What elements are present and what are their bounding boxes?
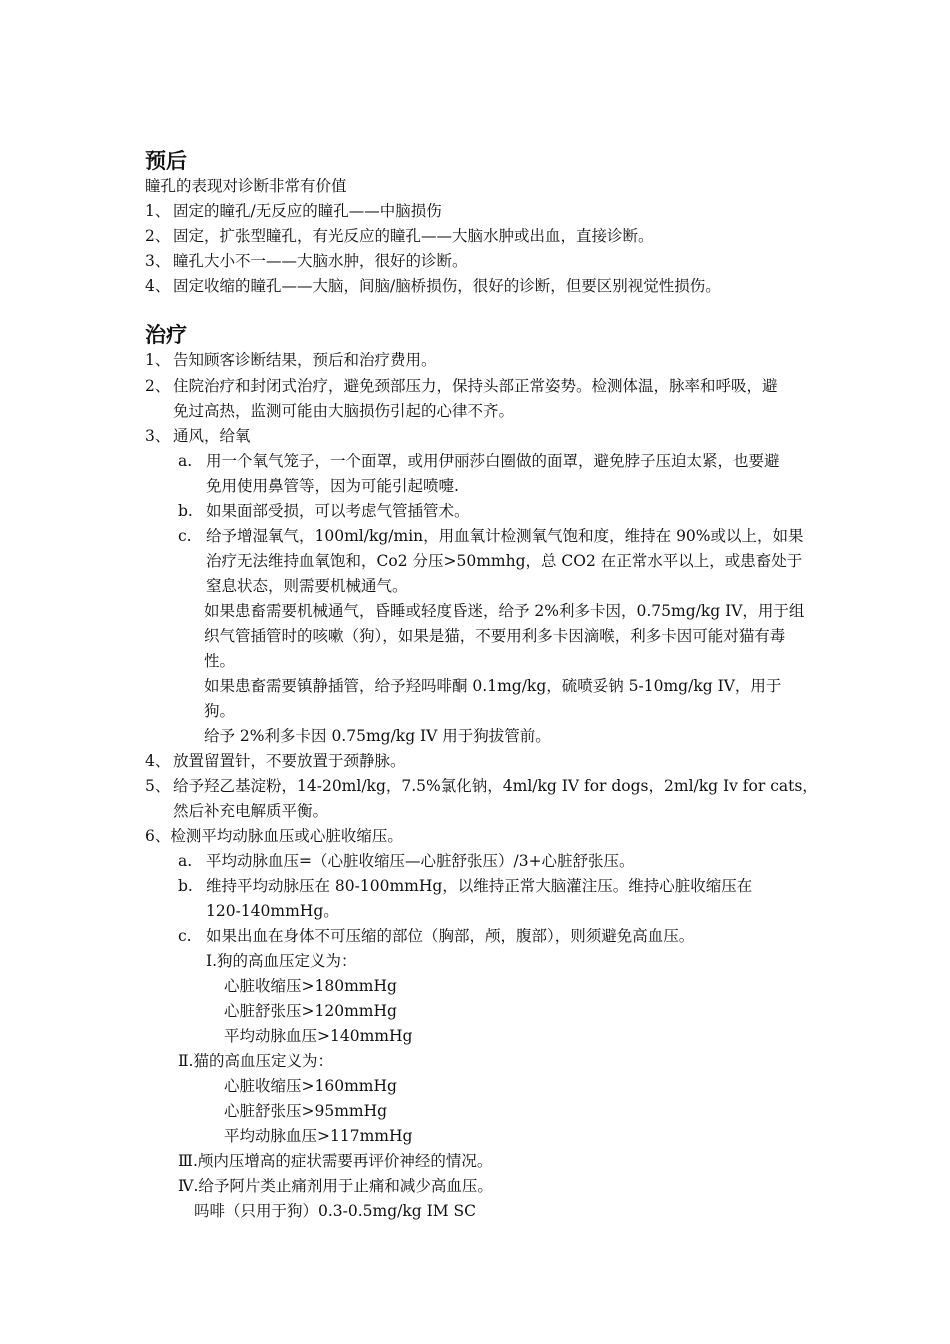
list-item: 住院治疗和封闭式治疗，避免颈部压力，保持头部正常姿势。检测体温，脉率和呼吸，避 — [173, 377, 778, 395]
cat-mean-pressure: 平均动脉血压>117mmHg — [224, 1127, 413, 1145]
list-number: 2、 — [145, 377, 171, 395]
sublist-item: 平均动脉血压=（心脏收缩压—心脏舒张压）/3+心脏舒张压。 — [206, 852, 635, 870]
sublist-item-continued: 窒息状态，则需要机械通气。 — [206, 577, 408, 595]
list-item: 给予羟乙基淀粉，14-20ml/kg，7.5%氯化钠，4ml/kg IV for dogs，2ml/kg Iv for cats， — [173, 777, 818, 795]
sublist-item: 如果面部受损，可以考虑气管插管术。 — [206, 502, 470, 520]
sublist-item-continued: 120-140mmHg。 — [206, 902, 339, 920]
paragraph-line: 吗啡（只用于狗）0.3-0.5mg/kg IM SC — [194, 1202, 477, 1220]
sublist-label: c. — [178, 527, 192, 545]
sublist-item-continued: 治疗无法维持血氧饱和，Co2 分压>50mmhg，总 CO2 在正常水平以上，或患畜处于 — [206, 552, 803, 570]
list-item: 放置留置针，不要放置于颈静脉。 — [173, 752, 406, 770]
paragraph-line: 如果患畜需要镇静插管，给予羟吗啡酮 0.1mg/kg，硫喷妥钠 5-10mg/kg IV，用于 — [204, 677, 782, 695]
list-number: 3、 — [145, 252, 171, 270]
sublist-item: 维持平均动脉压在 80-100mmHg，以维持正常大脑灌注压。维持心脏收缩压在 — [206, 877, 753, 895]
sublist-item: 用一个氧气笼子，一个面罩，或用伊丽莎白圈做的面罩，避免脖子压迫太紧，也要避 — [206, 452, 780, 470]
list-number: 3、 — [145, 427, 171, 445]
sublist-label: c. — [178, 927, 192, 945]
paragraph-line: 性。 — [204, 652, 236, 670]
paragraph-line: 狗。 — [204, 702, 236, 720]
paragraph-line: 给予 2%利多卡因 0.75mg/kg IV 用于狗拔管前。 — [204, 727, 551, 745]
sublist-label: a. — [178, 452, 193, 470]
list-number: 4、 — [145, 752, 171, 770]
list-item: 瞳孔大小不一——大脑水肿，很好的诊断。 — [173, 252, 468, 270]
cat-systolic: 心脏收缩压>160mmHg — [224, 1077, 397, 1095]
prognosis-heading: 预后 — [145, 149, 187, 173]
list-number: 5、 — [145, 777, 171, 795]
list-number: 4、 — [145, 277, 171, 295]
prognosis-intro: 瞳孔的表现对诊断非常有价值 — [145, 177, 347, 195]
dog-systolic: 心脏收缩压>180mmHg — [224, 977, 397, 995]
list-item: 通风，给氧 — [173, 427, 251, 445]
list-item: 6、检测平均动脉血压或心脏收缩压。 — [145, 827, 403, 845]
paragraph-line: Ⅲ.颅内压增高的症状需要再评价神经的情况。 — [178, 1152, 493, 1170]
sublist-item: 给予增湿氧气，100ml/kg/min，用血氧计检测氧气饱和度，维持在 90%或以上，如果 — [206, 527, 804, 545]
cat-diastolic: 心脏舒张压>95mmHg — [224, 1102, 388, 1120]
list-item: 固定的瞳孔/无反应的瞳孔——中脑损伤 — [173, 202, 442, 220]
sublist-label: b. — [178, 502, 193, 520]
sublist-label: a. — [178, 852, 193, 870]
dog-mean-pressure: 平均动脉血压>140mmHg — [224, 1027, 413, 1045]
list-item: 告知顾客诊断结果，预后和治疗费用。 — [173, 351, 437, 369]
paragraph-line: Ⅳ.给予阿片类止痛剂用于止痛和减少高血压。 — [178, 1177, 493, 1195]
paragraph-line: 如果患畜需要机械通气，昏睡或轻度昏迷，给予 2%利多卡因，0.75mg/kg IV，用于组 — [204, 602, 805, 620]
list-number: 1、 — [145, 202, 171, 220]
list-item-continued: 然后补充电解质平衡。 — [173, 802, 329, 820]
list-number: 1、 — [145, 351, 171, 369]
list-number: 2、 — [145, 227, 171, 245]
sublist-label: b. — [178, 877, 193, 895]
dog-hypertension-title: Ⅰ.狗的高血压定义为： — [206, 952, 357, 970]
sublist-item: 如果出血在身体不可压缩的部位（胸部，颅，腹部），则须避免高血压。 — [206, 927, 695, 945]
dog-diastolic: 心脏舒张压>120mmHg — [224, 1002, 397, 1020]
treatment-heading: 治疗 — [145, 323, 187, 347]
list-item: 固定，扩张型瞳孔，有光反应的瞳孔——大脑水肿或出血，直接诊断。 — [173, 227, 654, 245]
list-item: 固定收缩的瞳孔——大脑，间脑/脑桥损伤，很好的诊断，但要区别视觉性损伤。 — [173, 277, 721, 295]
list-item-continued: 免过高热，监测可能由大脑损伤引起的心律不齐。 — [173, 402, 515, 420]
cat-hypertension-title: Ⅱ.猫的高血压定义为： — [178, 1052, 333, 1070]
paragraph-line: 织气管插管时的咳嗽（狗），如果是猫，不要用利多卡因滴喉，利多卡因可能对猫有毒 — [204, 627, 786, 645]
sublist-item-continued: 免用使用鼻管等，因为可能引起喷嚏. — [206, 477, 459, 495]
